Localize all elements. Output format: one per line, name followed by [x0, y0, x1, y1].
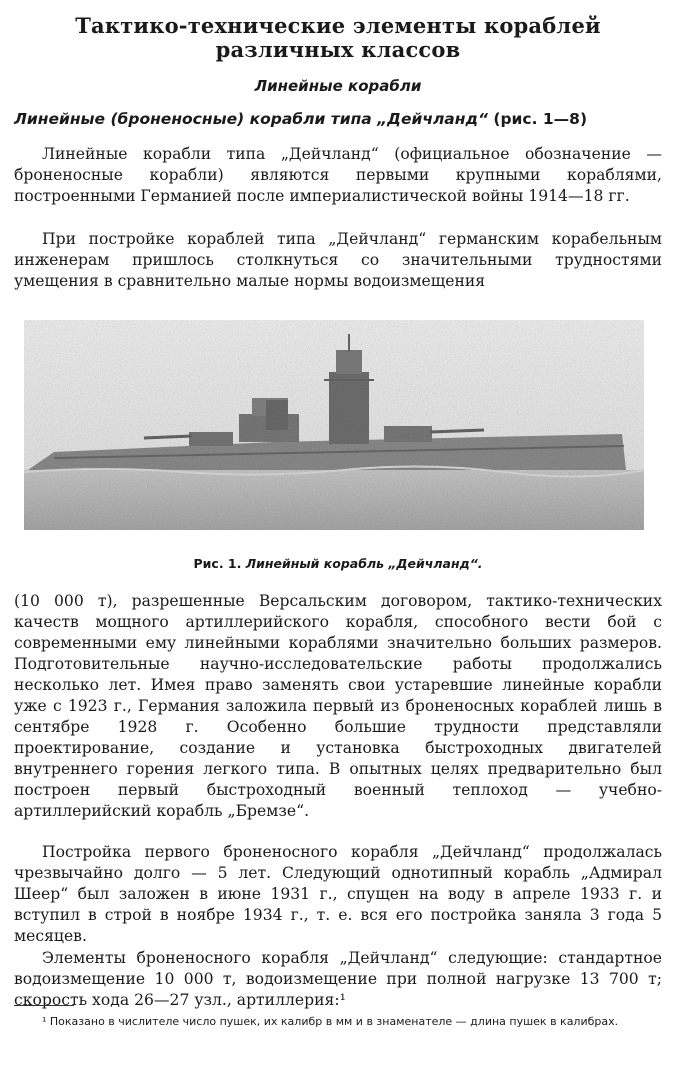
paragraph-3: (10 000 т), разрешенные Версальским договором, тактико-технических качеств мощного артиллерийского корабля, способного вести бой с современными ему линейными кораблями значительно больших размеров. Подготовительные научно-исследовательские работы продолжались несколько лет. Имея право заменять свои устаревшие линейные корабли уже с 1923 г., Германия заложила первый из броненосных кораблей лишь в сентябре 1928 г. Особенно большие трудности представляли проектирование, создание и установка быстроходных двигателей внутреннего горения легкого типа. В опытных целях предварительно был построен первый быстроходный военный теплоход — учебно-артиллерийский корабль „Бремзе“. [14, 592, 662, 820]
footnote-separator [14, 1005, 74, 1006]
section-title: Линейные корабли [254, 77, 422, 95]
paragraph-1: Линейные корабли типа „Дейчланд“ (официальное обозначение — броненосные корабли) являются первыми крупными кораблями, построенными Германией после империалистической войны 1914—18 гг. [14, 145, 662, 205]
subsection-figure-ref: (рис. 1—8) [487, 110, 588, 128]
paragraph-2: При постройке кораблей типа „Дейчланд“ германским корабельным инженерам пришлось столкнуться со значительными трудностями умещения в сравнительно малые нормы водоизмещения [14, 230, 662, 290]
figure-caption [0, 555, 676, 573]
footnote: ¹ Показано в числителе число пушек, их калибр в мм и в знаменателе — длина пушек в калибрах. [42, 1015, 619, 1028]
figure-caption-text: Линейный корабль „Дейчланд“. [245, 556, 483, 571]
subsection-title [14, 108, 662, 130]
ship-photo-image [24, 320, 644, 530]
subsection-title-text: Линейные (броненосные) корабли типа „Дейчланд“ [14, 110, 488, 128]
ship-photo [24, 320, 644, 530]
paragraph-4: Постройка первого броненосного корабля „Дейчланд“ продолжалась чрезвычайно долго — 5 лет. Следующий однотипный корабль „Адмирал Шеер“ был заложен в июне 1931 г., спущен на воду в апреле 1933 г. и вступил в строй в ноябре 1934 г., т. е. вся его постройка заняла 3 года 5 месяцев. [14, 843, 662, 945]
paragraph-5: Элементы броненосного корабля „Дейчланд“ следующие: стандартное водоизмещение 10 000 т, водоизмещение при полной нагрузке 13 700 т; скорость хода 26—27 узл., артиллерия:¹ [14, 949, 662, 1009]
figure-caption-prefix: Рис. 1. [193, 556, 246, 571]
main-title: Тактико-технические элементы кораблей различных классов [75, 13, 601, 62]
